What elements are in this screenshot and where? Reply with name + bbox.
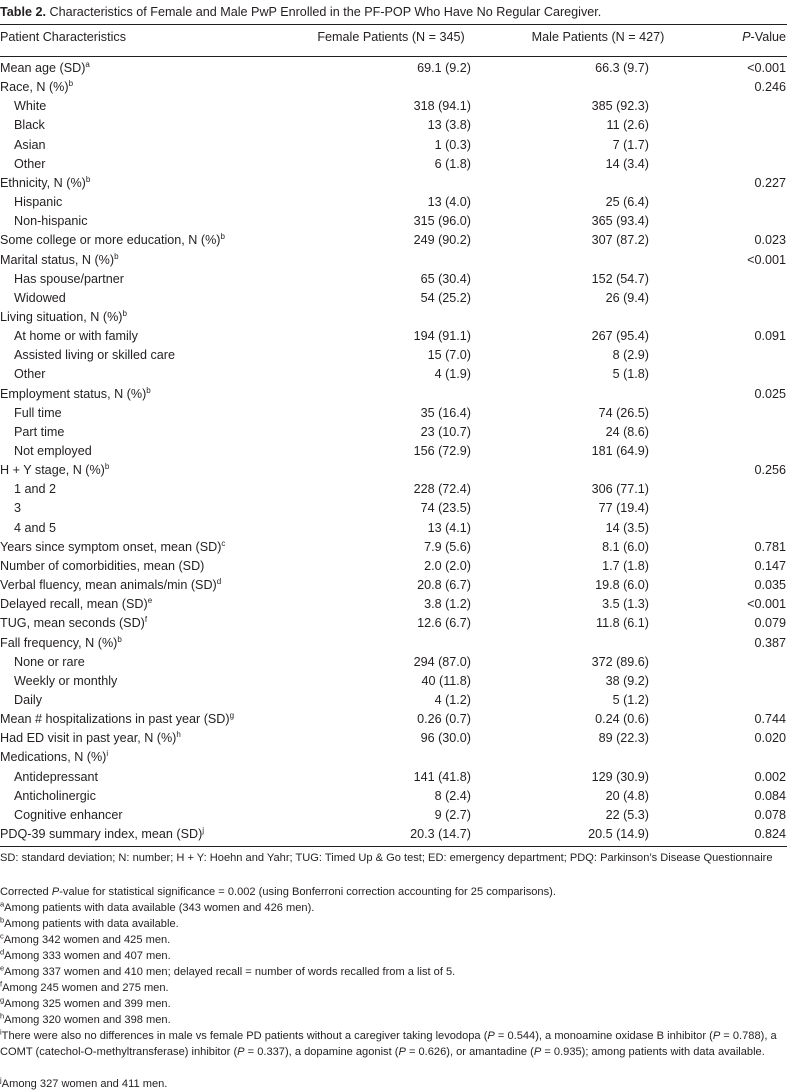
header-p-value: P-Value [742, 30, 786, 44]
p-value: 0.387 [754, 635, 786, 650]
female-value: 40 (11.8) [421, 673, 471, 688]
table-row [0, 116, 787, 135]
table-row [0, 78, 787, 97]
row-label-text: 1 and 2 [14, 482, 57, 497]
table-row [0, 748, 787, 767]
note-corrected-b: -value for statistical significance = 0.002 (using Bonferroni correction accounting for 25 comparisons). [59, 886, 556, 898]
table-row [0, 212, 787, 231]
footnote-text: Among 333 women and 407 men. [4, 950, 171, 962]
female-value: 12.6 (6.7) [417, 616, 471, 631]
table-row [0, 404, 787, 423]
table-row [0, 193, 787, 212]
footnote-mark: c [0, 931, 4, 941]
row-label [14, 365, 46, 384]
footnote-d [0, 948, 787, 964]
footnote-h [0, 1012, 787, 1028]
row-label [14, 768, 98, 787]
table-row [0, 136, 787, 155]
footnote-mark: b [0, 915, 5, 925]
footnote-text: Among 245 women and 275 men. [2, 982, 169, 994]
p-value: 0.147 [754, 558, 786, 573]
table-caption-label: Table 2. [0, 5, 46, 19]
note-corrected-a: Corrected [0, 886, 52, 898]
row-footnote-mark: b [220, 232, 225, 242]
female-value: 3.8 (1.2) [424, 597, 471, 612]
row-label-text: Fall frequency, N (%) [0, 635, 118, 650]
row-label-text: White [14, 99, 47, 114]
female-value: 69.1 (9.2) [417, 61, 471, 75]
footnote-mark: d [0, 947, 5, 957]
row-label [14, 193, 62, 212]
row-label-text: Verbal fluency, mean animals/min (SD) [0, 578, 217, 593]
row-label [0, 251, 119, 270]
row-label [0, 538, 225, 557]
table-row [0, 423, 787, 442]
row-label-text: Mean # hospitalizations in past year (SD) [0, 712, 230, 727]
table-row [0, 59, 787, 78]
male-value: 365 (93.4) [591, 214, 649, 229]
table-row [0, 691, 787, 710]
row-label [14, 787, 96, 806]
row-footnote-mark: b [122, 308, 127, 318]
row-label-text: Ethnicity, N (%) [0, 175, 86, 190]
row-label [0, 461, 109, 480]
table-row [0, 672, 787, 691]
row-label-text: Black [14, 118, 45, 133]
male-value: 8.1 (6.0) [602, 539, 649, 554]
row-label-text: 4 and 5 [14, 520, 57, 535]
female-value: 9 (2.7) [434, 807, 471, 822]
table-row [0, 499, 787, 518]
male-value: 129 (30.9) [591, 769, 649, 784]
footnote-mark: e [0, 963, 5, 973]
table-row [0, 710, 787, 729]
row-label [0, 576, 221, 595]
male-value: 74 (26.5) [598, 405, 649, 420]
row-label [14, 270, 124, 289]
row-label [0, 710, 234, 729]
p-value: <0.001 [747, 61, 786, 75]
female-value: 228 (72.4) [413, 482, 471, 497]
female-value: 13 (4.0) [427, 195, 471, 210]
female-value: 13 (4.1) [427, 520, 471, 535]
header-female: Female Patients (N = 345) [317, 30, 465, 44]
male-value: 14 (3.5) [605, 520, 649, 535]
header-p-italic: P [742, 30, 751, 44]
female-value: 96 (30.0) [420, 731, 471, 746]
table-row [0, 155, 787, 174]
row-label [14, 404, 62, 423]
female-value: 13 (3.8) [427, 118, 471, 133]
row-label [0, 614, 147, 633]
footnote-f [0, 980, 787, 996]
male-value: 19.8 (6.0) [595, 578, 649, 593]
p-value: 0.824 [754, 827, 786, 841]
p-value: 0.079 [754, 616, 786, 631]
header-rule [0, 56, 787, 57]
row-footnote-mark: f [144, 615, 148, 625]
table-row [0, 653, 787, 672]
table-row [0, 634, 787, 653]
note-abbreviations: SD: standard deviation; N: number; H + Y: Hoehn and Yahr; TUG: Timed Up & Go test; ED: emergency department; PDQ: Parkinson’s Disease Questionnaire [0, 852, 773, 864]
female-value: 8 (2.4) [434, 788, 471, 803]
table-row [0, 97, 787, 116]
row-label-text: Had ED visit in past year, N (%) [0, 731, 177, 746]
row-footnote-mark: h [176, 730, 181, 740]
row-label-text: Years since symptom onset, mean (SD) [0, 539, 222, 554]
male-value: 77 (19.4) [598, 501, 649, 516]
row-label [0, 634, 122, 653]
female-value: 294 (87.0) [413, 654, 471, 669]
p-value: 0.227 [754, 175, 786, 190]
row-label [14, 116, 45, 135]
male-value: 8 (2.9) [612, 348, 649, 363]
male-value: 5 (1.2) [612, 692, 649, 707]
row-label-text: Number of comorbidities, mean (SD) [0, 558, 205, 573]
male-value: 5 (1.8) [612, 367, 649, 382]
p-value: 0.084 [754, 788, 786, 803]
male-value: 3.5 (1.3) [602, 597, 649, 612]
female-value: 1 (0.3) [434, 137, 471, 152]
footnote-mark: a [0, 899, 5, 909]
row-label [14, 289, 66, 308]
row-label-text: Assisted living or skilled care [14, 348, 175, 363]
row-label-text: Medications, N (%) [0, 750, 107, 765]
row-label [14, 327, 138, 346]
row-label-text: Weekly or monthly [14, 673, 118, 688]
male-value: 11.8 (6.1) [596, 616, 649, 631]
female-value: 249 (90.2) [413, 233, 471, 248]
table-row [0, 308, 787, 327]
row-label-text: Mean age (SD) [0, 61, 86, 75]
footnote-mark: h [0, 1011, 5, 1021]
row-label [14, 691, 42, 710]
row-footnote-mark: b [117, 634, 122, 644]
row-label-text: Cognitive enhancer [14, 807, 123, 822]
male-value: 20 (4.8) [605, 788, 649, 803]
male-value: 306 (77.1) [591, 482, 649, 497]
row-label-text: H + Y stage, N (%) [0, 463, 105, 478]
table-row [0, 806, 787, 825]
female-value: 20.8 (6.7) [417, 578, 471, 593]
male-value: 7 (1.7) [612, 137, 649, 152]
row-footnote-mark: b [104, 461, 110, 471]
footnote-c [0, 932, 787, 948]
table-header-row [0, 28, 787, 47]
female-value: 74 (23.5) [420, 501, 471, 516]
row-label [14, 480, 56, 499]
row-label [14, 653, 85, 672]
table-row [0, 538, 787, 557]
female-value: 315 (96.0) [413, 214, 471, 229]
female-value: 6 (1.8) [434, 156, 471, 171]
row-label [0, 308, 127, 327]
table-row [0, 365, 787, 384]
row-label-text: 3 [14, 501, 22, 516]
table-row [0, 346, 787, 365]
male-value: 267 (95.4) [591, 329, 649, 344]
header-male: Male Patients (N = 427) [531, 30, 665, 44]
row-footnote-mark: a [85, 59, 90, 69]
male-value: 66.3 (9.7) [595, 61, 649, 75]
row-label-text: Not employed [14, 444, 92, 458]
p-value: 0.246 [754, 80, 786, 95]
row-label-text: Other [14, 156, 46, 171]
table-top-rule [0, 24, 787, 25]
footnote-text: Among 327 women and 411 men. [1, 1078, 168, 1090]
row-label [0, 557, 204, 576]
table-row [0, 576, 787, 595]
footnote-mark: f [0, 979, 3, 989]
table-row [0, 557, 787, 576]
row-label [0, 385, 151, 404]
row-label-text: At home or with family [14, 329, 138, 344]
p-value: 0.091 [754, 329, 786, 344]
footnote-text: Among 342 women and 425 men. [3, 934, 171, 946]
male-value: 152 (54.7) [591, 271, 649, 286]
table-row [0, 519, 787, 538]
female-value: 23 (10.7) [420, 424, 471, 439]
table-row [0, 480, 787, 499]
footnote-g [0, 996, 787, 1012]
female-value: 141 (41.8) [413, 769, 471, 784]
row-label-text: Daily [14, 692, 42, 707]
male-value: 372 (89.6) [591, 654, 649, 669]
p-value: 0.020 [754, 731, 786, 746]
female-value: 4 (1.9) [434, 367, 471, 382]
row-label [14, 672, 117, 691]
note-corrected-p [0, 884, 787, 900]
table-caption-text: Characteristics of Female and Male PwP Enrolled in the PF-POP Who Have No Regular Caregiver. [45, 5, 602, 19]
footnote-e [0, 964, 787, 980]
male-value: 24 (8.6) [605, 424, 649, 439]
female-value: 156 (72.9) [413, 444, 471, 458]
row-label-text: Living situation, N (%) [0, 309, 123, 324]
table-row [0, 289, 787, 308]
row-label-text: TUG, mean seconds (SD) [0, 616, 145, 631]
footnote-text: There were also no differences in male vs female PD patients without a caregiver taking levodopa (P = 0.544), a monoamine oxidase B inhibitor (P = 0.788), a COMT (catechol-O-methyltransferase) inhibitor (P = 0.337), a dopamine agonist (P = 0.626), or amantadine (P = 0.935); among patients with data available. [0, 1030, 777, 1058]
table-row [0, 825, 787, 844]
row-footnote-mark: g [229, 710, 235, 720]
female-value: 54 (25.2) [420, 290, 471, 305]
male-value: 11 (2.6) [606, 118, 649, 133]
row-label-text: Marital status, N (%) [0, 252, 115, 267]
footnote-mark: g [0, 995, 5, 1005]
p-value: 0.035 [754, 578, 786, 593]
male-value: 22 (5.3) [605, 807, 649, 822]
row-label [0, 78, 73, 97]
female-value: 7.9 (5.6) [424, 539, 471, 554]
row-label-text: Non-hispanic [14, 214, 88, 229]
table-row [0, 614, 787, 633]
female-value: 65 (30.4) [420, 271, 471, 286]
female-value: 2.0 (2.0) [424, 558, 471, 573]
row-label [14, 499, 21, 518]
p-value: 0.025 [754, 386, 786, 401]
row-label-text: Some college or more education, N (%) [0, 233, 221, 248]
table-row [0, 729, 787, 748]
p-value: <0.001 [747, 597, 786, 612]
table-bottom-rule [0, 846, 787, 847]
header-characteristics: Patient Characteristics [0, 30, 126, 44]
footnote-text: Among 337 women and 410 men; delayed recall = number of words recalled from a list of 5. [4, 966, 456, 978]
table-row [0, 442, 787, 461]
male-value: 89 (22.3) [598, 731, 649, 746]
p-value: <0.001 [747, 252, 786, 267]
row-label [0, 729, 181, 748]
row-label [14, 806, 123, 825]
p-value: 0.078 [754, 807, 786, 822]
table-row [0, 231, 787, 250]
male-value: 20.5 (14.9) [588, 827, 649, 841]
footnote-mark: j [0, 1075, 2, 1085]
table-caption [0, 4, 601, 20]
row-label [14, 346, 175, 365]
table-row [0, 251, 787, 270]
note-corrected-p-italic: P [51, 886, 60, 898]
footnote-text: Among patients with data available. [4, 918, 179, 930]
female-value: 318 (94.1) [413, 99, 471, 114]
table-row [0, 385, 787, 404]
female-value: 4 (1.2) [434, 692, 471, 707]
row-footnote-mark: b [68, 78, 74, 88]
p-value: 0.256 [754, 463, 786, 478]
row-label-text: Delayed recall, mean (SD) [0, 597, 148, 612]
row-footnote-mark: b [85, 174, 91, 184]
row-label-text: PDQ-39 summary index, mean (SD) [0, 827, 203, 841]
table-row [0, 768, 787, 787]
male-value: 385 (92.3) [591, 99, 649, 114]
table-row [0, 174, 787, 193]
female-value: 0.26 (0.7) [417, 712, 471, 727]
female-value: 20.3 (14.7) [410, 827, 471, 841]
row-label [0, 231, 225, 250]
row-label-text: Hispanic [14, 195, 63, 210]
row-label [0, 825, 204, 844]
female-value: 15 (7.0) [427, 348, 471, 363]
row-label [0, 174, 90, 193]
row-label [14, 212, 88, 231]
row-label [0, 59, 90, 78]
row-label-text: Anticholinergic [14, 788, 96, 803]
male-value: 1.7 (1.8) [602, 558, 649, 573]
footnote-mark: i [0, 1027, 2, 1037]
male-value: 26 (9.4) [605, 290, 649, 305]
male-value: 181 (64.9) [591, 444, 649, 458]
table-row [0, 327, 787, 346]
row-label-text: None or rare [14, 654, 85, 669]
table-row [0, 787, 787, 806]
p-value: 0.023 [754, 233, 786, 248]
row-footnote-mark: j [202, 825, 205, 835]
row-label [0, 748, 108, 767]
row-label-text: Part time [14, 424, 65, 439]
row-label [14, 97, 46, 116]
female-value: 35 (16.4) [420, 405, 471, 420]
footnote-i [0, 1028, 787, 1060]
p-value: 0.781 [754, 539, 786, 554]
row-label-text: Other [14, 367, 46, 382]
row-label [14, 519, 56, 538]
row-label [14, 442, 92, 461]
row-footnote-mark: b [146, 385, 151, 395]
p-value: 0.744 [754, 712, 786, 727]
footnote-text: Among patients with data available (343 women and 426 men). [4, 902, 315, 914]
row-footnote-mark: e [147, 596, 153, 605]
row-label [14, 155, 46, 174]
table-row [0, 461, 787, 480]
row-label-text: Antidepressant [14, 769, 99, 784]
row-footnote-mark: b [114, 251, 119, 261]
row-label [14, 423, 64, 442]
row-label-text: Widowed [14, 290, 66, 305]
table-row [0, 595, 787, 614]
p-value: 0.002 [754, 769, 786, 784]
table-row [0, 270, 787, 289]
row-footnote-mark: d [216, 576, 222, 586]
row-footnote-mark: i [106, 749, 109, 759]
male-value: 0.24 (0.6) [595, 712, 649, 727]
footnote-text: Among 320 women and 398 men. [4, 1014, 171, 1026]
row-label-text: Full time [14, 405, 62, 420]
footnote-b [0, 916, 787, 932]
male-value: 25 (6.4) [605, 195, 649, 210]
row-label-text: Race, N (%) [0, 80, 69, 95]
female-value: 194 (91.1) [413, 329, 471, 344]
row-label [14, 136, 46, 155]
footnote-a [0, 900, 787, 916]
row-label-text: Has spouse/partner [14, 271, 124, 286]
footnote-text: Among 325 women and 399 men. [4, 998, 171, 1010]
male-value: 14 (3.4) [605, 156, 649, 171]
row-label [0, 595, 152, 614]
row-label-text: Employment status, N (%) [0, 386, 147, 401]
male-value: 38 (9.2) [605, 673, 649, 688]
row-label-text: Asian [14, 137, 46, 152]
row-footnote-mark: c [221, 538, 226, 548]
male-value: 307 (87.2) [591, 233, 649, 248]
